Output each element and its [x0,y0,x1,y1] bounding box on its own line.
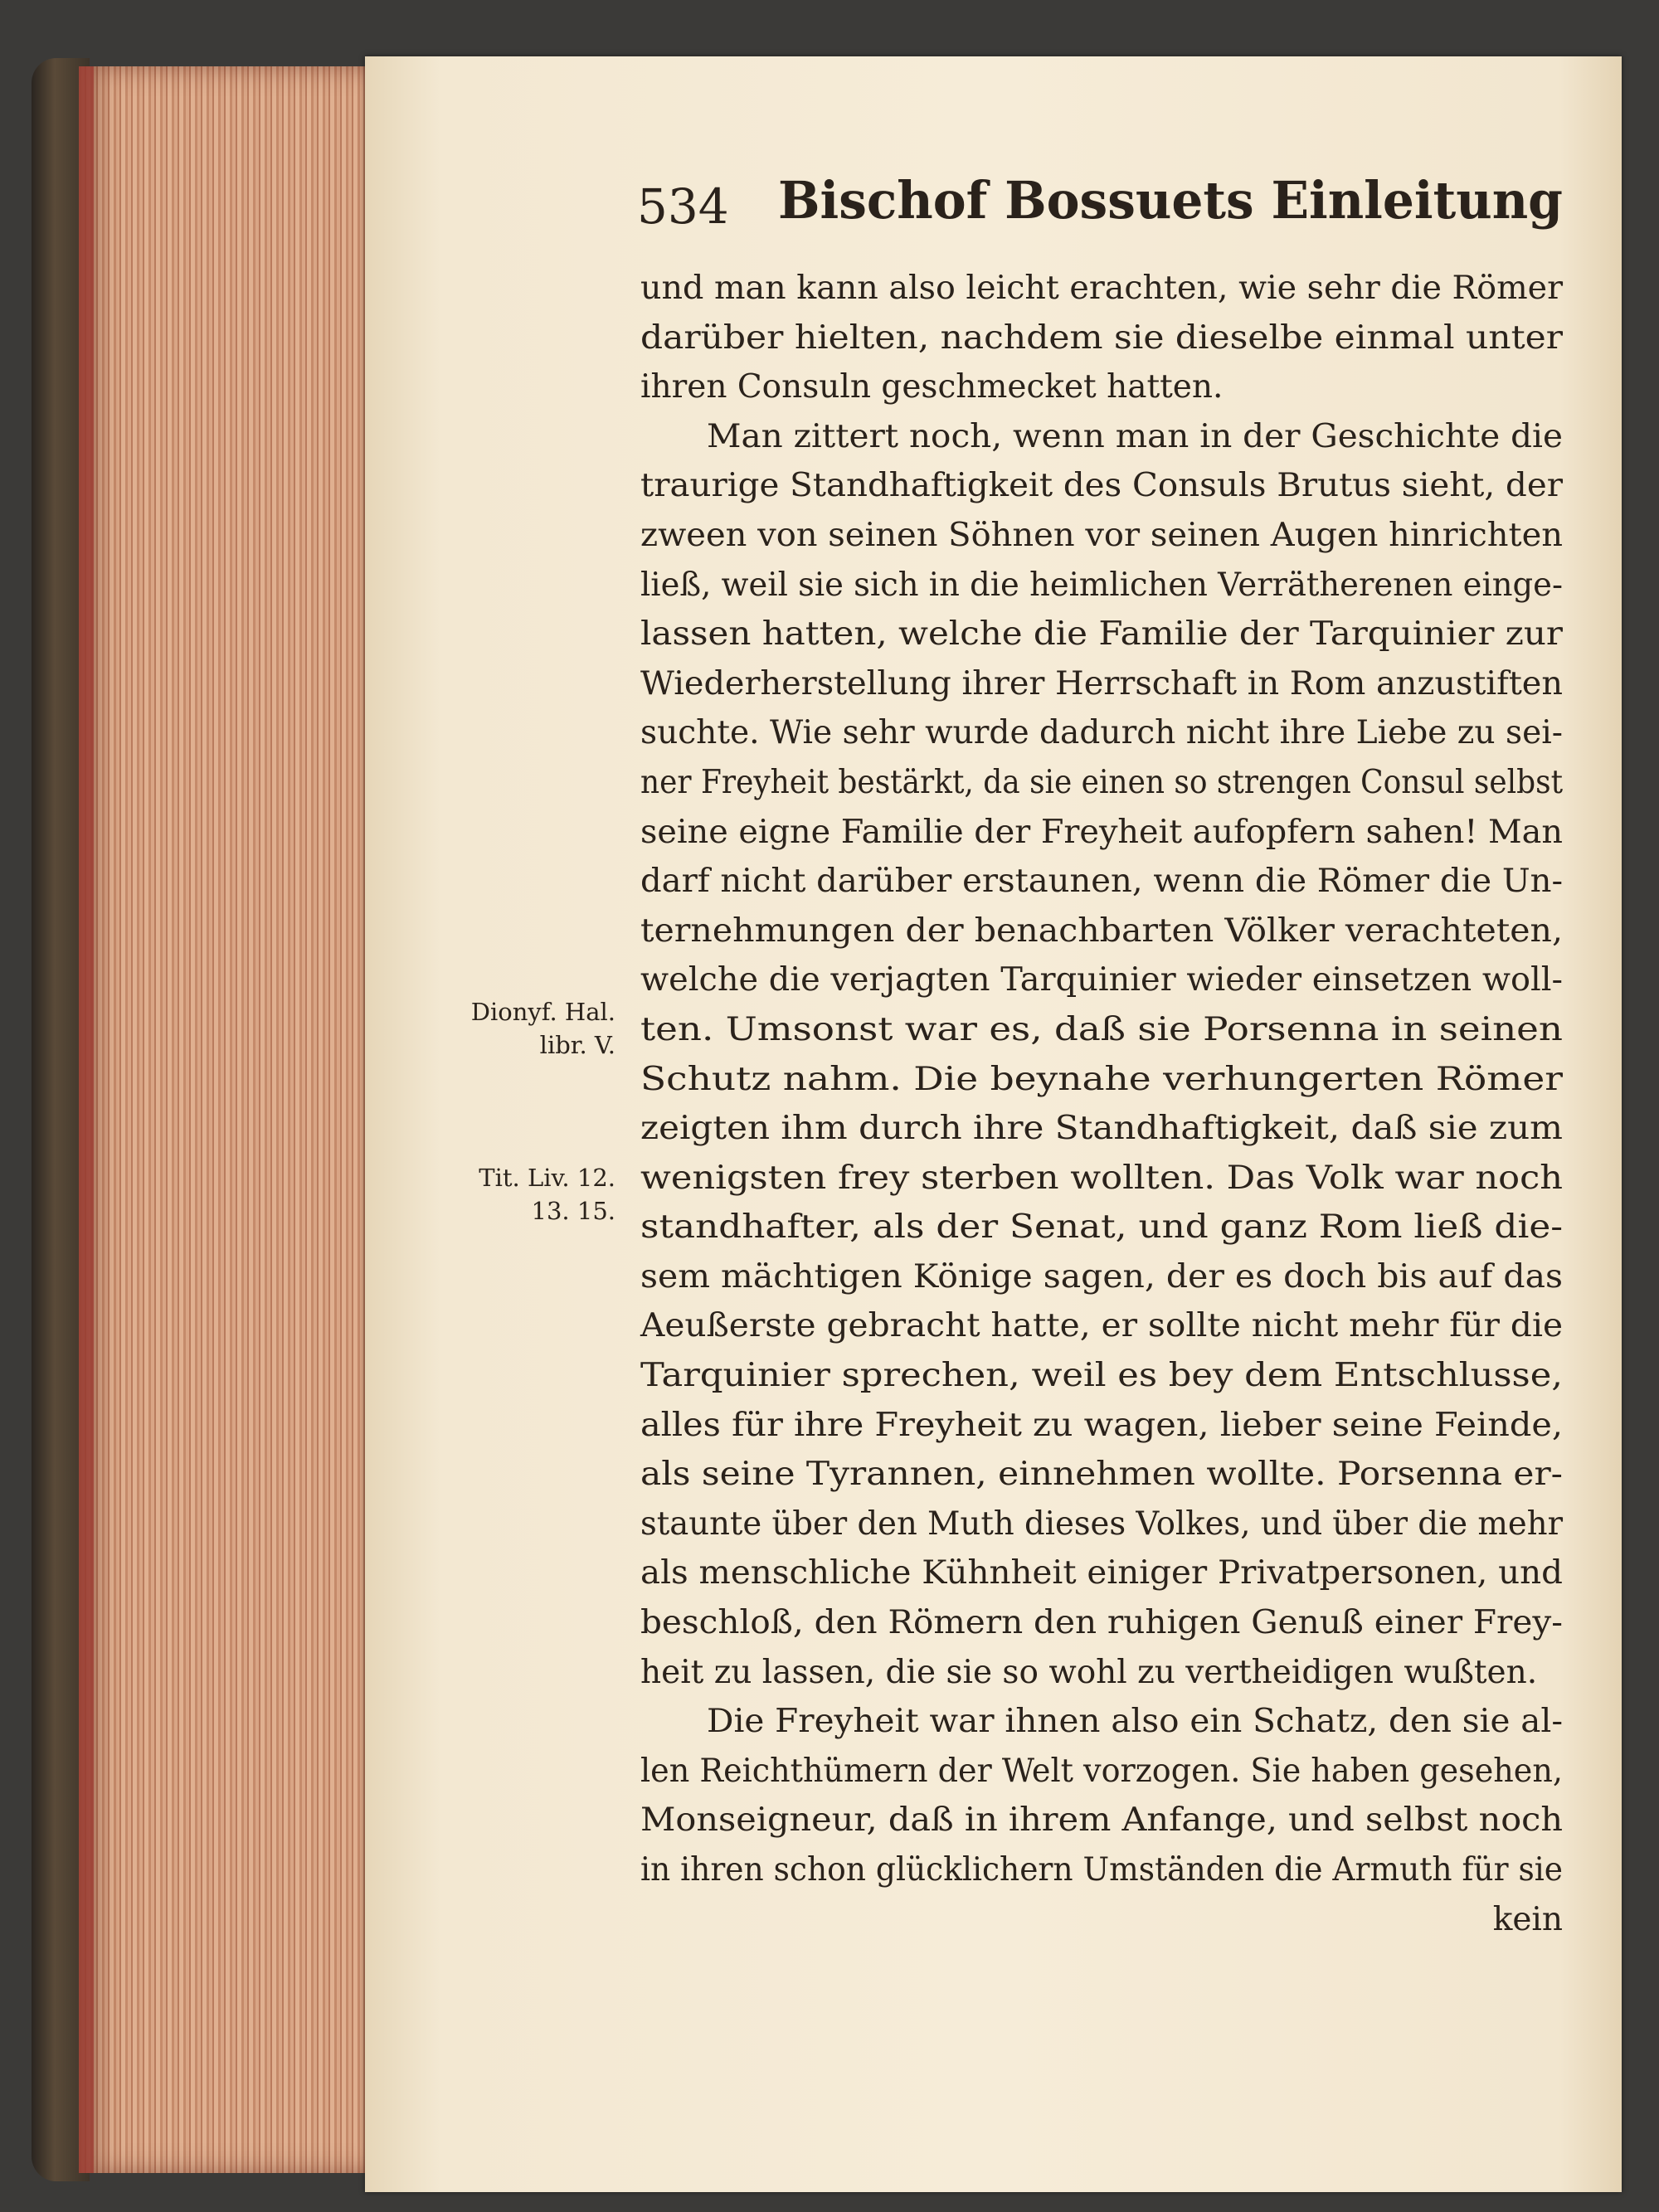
text-line [640,1301,1563,1351]
margin-note-line: 13. 15. [531,1197,615,1225]
text-line-content: seine eigne Familie der Freyheit aufopfern sahen! Man [640,813,1563,851]
text-line [640,955,1563,1005]
text-line-content: wenigsten frey sterben wollten. Das Volk war noch [640,1159,1564,1197]
text-line [640,412,1563,462]
text-line-content: ließ, weil sie sich in die heimlichen Verrätherenen einge- [640,566,1563,604]
text-line [640,264,1563,314]
text-line-content: Tarquinier sprechen, weil es bey dem Entschlusse, [640,1357,1563,1395]
text-line [640,610,1563,659]
text-line [640,1252,1563,1302]
text-line [640,1401,1563,1451]
text-line-content: Man zittert noch, wenn man in der Geschichte die [707,417,1563,455]
margin-note-line: libr. V. [539,1031,615,1059]
text-line [640,1796,1563,1845]
text-line-content: Wiederherstellung ihrer Herrschaft in Rom anzustiften [640,664,1563,702]
text-line [640,1747,1563,1796]
text-line-content: als menschliche Kühnheit einiger Privatpersonen, und [640,1554,1564,1592]
margin-note [398,995,615,1062]
page-block-edges [79,66,369,2173]
running-title: Bischof Bossuets Einleitung [778,170,1563,231]
text-line [640,758,1563,808]
margin-note [398,1161,615,1228]
text-line [640,561,1563,610]
text-line-content: Die Freyheit war ihnen also ein Schatz, den sie al- [707,1703,1564,1741]
text-line [640,857,1563,907]
text-line-content: ternehmungen der benachbarten Völker verachteten, [640,912,1564,950]
body-text [640,264,1563,1944]
text-line [640,1697,1563,1747]
text-line-content: Aeußerste gebracht hatte, er sollte nicht mehr für die [640,1307,1564,1345]
text-line [640,1351,1563,1401]
text-line-content: len Reichthümern der Welt vorzogen. Sie haben gesehen, [640,1752,1563,1790]
running-header [637,170,1563,236]
margin-note-line: Tit. Liv. 12. [479,1164,615,1192]
text-line-content: staunte über den Muth dieses Volkes, und über die mehr [640,1505,1564,1543]
text-line-content: suchte. Wie sehr wurde dadurch nicht ihre Liebe zu sei- [640,714,1563,752]
text-line [640,1005,1563,1055]
text-line [640,1648,1563,1698]
text-line [640,708,1563,758]
text-line [640,1548,1563,1598]
text-line [640,314,1563,363]
text-line [640,907,1563,956]
page-number: 534 [637,178,729,235]
text-line-content: darüber hielten, nachdem sie dieselbe einmal unter [640,318,1563,357]
text-line-content: zeigten ihm durch ihre Standhaftigkeit, daß sie zum [640,1110,1563,1148]
text-line [640,1203,1563,1252]
text-line-content: beschloß, den Römern den ruhigen Genuß einer Frey- [640,1604,1563,1642]
text-line [640,511,1563,561]
text-line-content: ihren Consuln geschmecket hatten. [640,368,1224,406]
text-line-content: lassen hatten, welche die Familie der Tarquinier zur [640,615,1563,654]
text-line [640,1500,1563,1549]
text-line [640,1055,1563,1105]
text-line [640,808,1563,858]
text-line-content: ner Freyheit bestärkt, da sie einen so strengen Consul selbst [640,763,1564,801]
text-line-content: traurige Standhaftigkeit des Consuls Brutus sieht, der [640,467,1563,505]
margin-note-line: Dionyf. Hal. [470,998,615,1026]
text-line-content: Schutz nahm. Die beynahe verhungerten Römer [640,1060,1563,1098]
text-line [640,461,1563,511]
text-line [640,1450,1563,1500]
text-line-content: standhafter, als der Senat, und ganz Rom ließ die- [640,1208,1563,1247]
text-line-content: sem mächtigen Könige sagen, der es doch bis auf das [640,1257,1564,1296]
text-line [640,659,1563,709]
text-line-content: als seine Tyrannen, einnehmen wollte. Porsenna er- [640,1456,1563,1494]
text-line-content: zween von seinen Söhnen vor seinen Augen hinrichten [640,516,1564,554]
text-line [640,1598,1563,1648]
text-line [640,1154,1563,1203]
text-line [640,1104,1563,1154]
text-line-content: ten. Umsonst war es, daß sie Porsenna in seinen [640,1010,1564,1048]
catchword: kein [1492,1900,1563,1938]
text-line [640,362,1563,412]
text-line-content: Monseigneur, daß in ihrem Anfange, und selbst noch [640,1801,1564,1840]
text-line-content: heit zu lassen, die sie so wohl zu vertheidigen wußten. [640,1653,1538,1691]
text-line-content: in ihren schon glücklichern Umständen die Armuth für sie [640,1851,1564,1889]
text-line-content: und man kann also leicht erachten, wie sehr die Römer [640,270,1564,307]
text-line-content: welche die verjagten Tarquinier wieder einsetzen woll- [640,961,1564,999]
text-line [640,1845,1563,1895]
text-line-content: alles für ihre Freyheit zu wagen, lieber seine Feinde, [640,1406,1564,1444]
text-line-content: darf nicht darüber erstaunen, wenn die Römer die Un- [640,863,1564,901]
